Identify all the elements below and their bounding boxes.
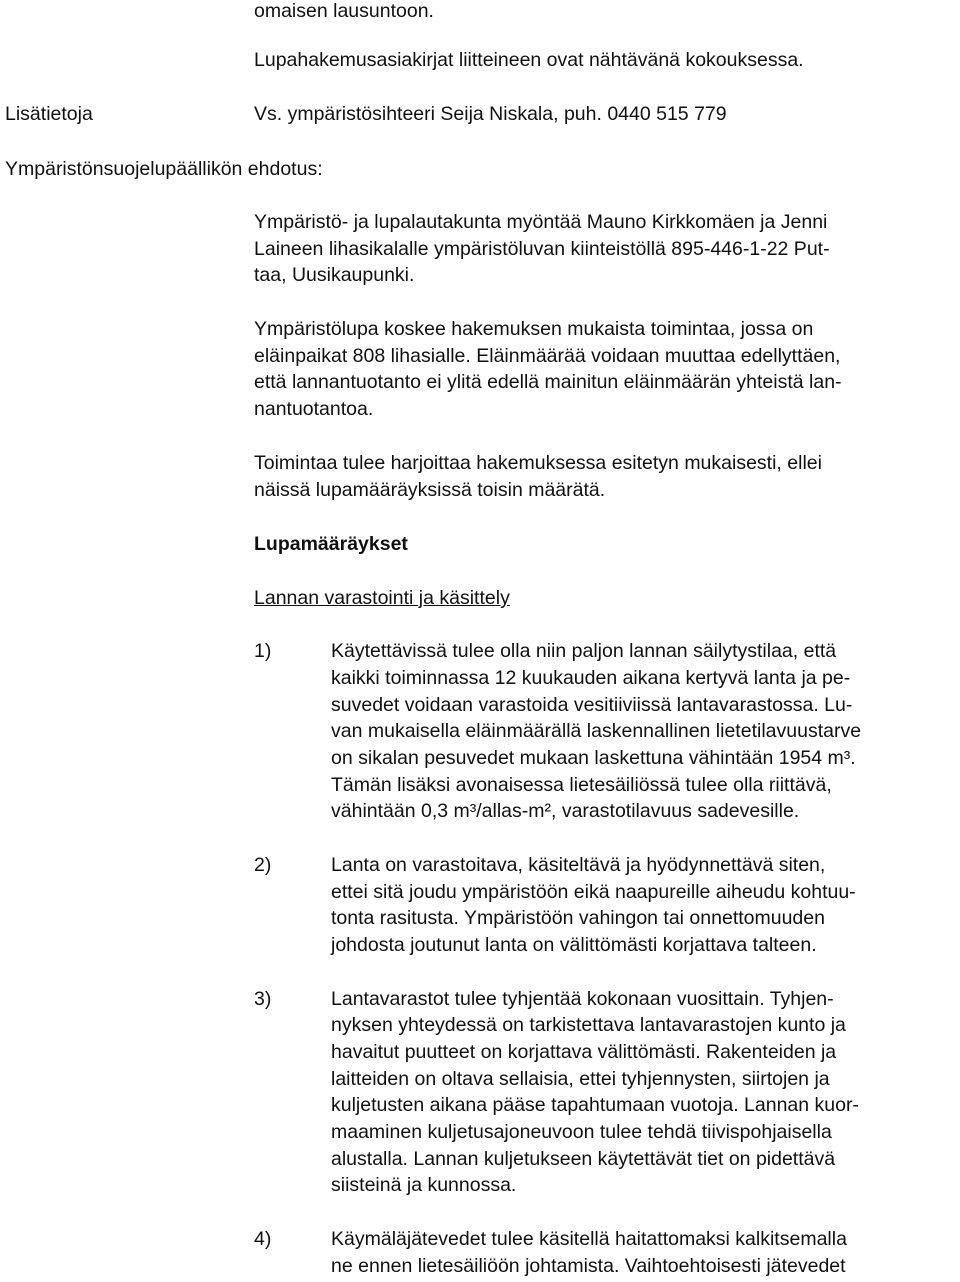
item-line: van mukaisella eläinmäärällä laskennallinen lietetilavuustarve <box>331 720 862 742</box>
item-line: suvedet voidaan varastoida vesitiiviissä lantavarastossa. Lu- <box>331 694 853 716</box>
item-line: Käymäläjätevedet tulee käsitellä haitattomaksi kalkitsemalla <box>331 1228 847 1250</box>
info-value: Vs. ympäristösihteeri Seija Niskala, puh. 0440 515 779 <box>254 103 727 125</box>
section-subheading: Lannan varastointi ja käsittely <box>254 587 510 609</box>
item-line: Tämän lisäksi avonaisessa lietesäiliössä tulee olla riittävä, <box>331 774 832 796</box>
proposal-label: Ympäristönsuojelupäällikön ehdotus: <box>5 158 323 180</box>
item-line: siisteinä ja kunnossa. <box>331 1174 517 1196</box>
paragraph-line: Ympäristölupa koskee hakemuksen mukaista toimintaa, jossa on <box>254 318 814 340</box>
item-line: nyksen yhteydessä on tarkistettava lantavarastojen kunto ja <box>331 1014 846 1036</box>
paragraph-line: että lannantuotanto ei ylitä edellä mainitun eläinmäärän yhteistä lan- <box>254 371 842 393</box>
paragraph-line: Ympäristö- ja lupalautakunta myöntää Mauno Kirkkomäen ja Jenni <box>254 211 828 233</box>
item-number: 4) <box>254 1228 272 1250</box>
item-line: laitteiden on oltava sellaisia, ettei tyhjennysten, siirtojen ja <box>331 1068 830 1090</box>
item-line: Käytettävissä tulee olla niin paljon lannan säilytystilaa, että <box>331 640 837 662</box>
text-line: Lupahakemusasiakirjat liitteineen ovat nähtävänä kokouksessa. <box>254 49 804 71</box>
item-line: maaminen kuljetusajoneuvoon tulee tehdä tiivispohjaisella <box>331 1121 832 1143</box>
item-line: ne ennen lietesäiliöön johtamista. Vaihtoehtoisesti jätevedet <box>331 1255 846 1277</box>
section-heading: Lupamääräykset <box>254 533 408 555</box>
item-line: ettei sitä joudu ympäristöön eikä naapureille aiheudu kohtuu- <box>331 881 856 903</box>
item-line: Lantavarastot tulee tyhjentää kokonaan vuosittain. Tyhjen- <box>331 988 834 1010</box>
item-number: 1) <box>254 640 272 662</box>
text-line: omaisen lausuntoon. <box>254 0 434 22</box>
item-line: on sikalan pesuvedet mukaan laskettuna vähintään 1954 m³. <box>331 747 856 769</box>
paragraph-line: Toimintaa tulee harjoittaa hakemuksessa esitetyn mukaisesti, ellei <box>254 452 822 474</box>
item-line: havaitut puutteet on korjattava välittömästi. Rakenteiden ja <box>331 1041 837 1063</box>
item-line: kaikki toiminnassa 12 kuukauden aikana kertyvä lanta ja pe- <box>331 667 851 689</box>
item-line: vähintään 0,3 m³/allas-m², varastotilavuus sadevesille. <box>331 800 800 822</box>
paragraph-line: näissä lupamääräyksissä toisin määrätä. <box>254 479 606 501</box>
item-line: alustalla. Lannan kuljetukseen käytettävät tiet on pidettävä <box>331 1148 836 1170</box>
item-line: kuljetusten aikana pääse tapahtumaan vuotoja. Lannan kuor- <box>331 1094 859 1116</box>
item-line: tonta rasitusta. Ympäristöön vahingon tai onnettomuuden <box>331 907 825 929</box>
paragraph-line: taa, Uusikaupunki. <box>254 264 415 286</box>
info-label: Lisätietoja <box>5 103 93 125</box>
paragraph-line: eläinpaikat 808 lihasialle. Eläinmäärää voidaan muuttaa edellyttäen, <box>254 345 841 367</box>
item-line: Lanta on varastoitava, käsiteltävä ja hyödynnettävä siten, <box>331 854 826 876</box>
item-number: 3) <box>254 988 272 1010</box>
paragraph-line: nantuotantoa. <box>254 398 374 420</box>
item-number: 2) <box>254 854 272 876</box>
item-line: johdosta joutunut lanta on välittömästi korjattava talteen. <box>331 934 817 956</box>
paragraph-line: Laineen lihasikalalle ympäristöluvan kiinteistöllä 895-446-1-22 Put- <box>254 238 830 260</box>
